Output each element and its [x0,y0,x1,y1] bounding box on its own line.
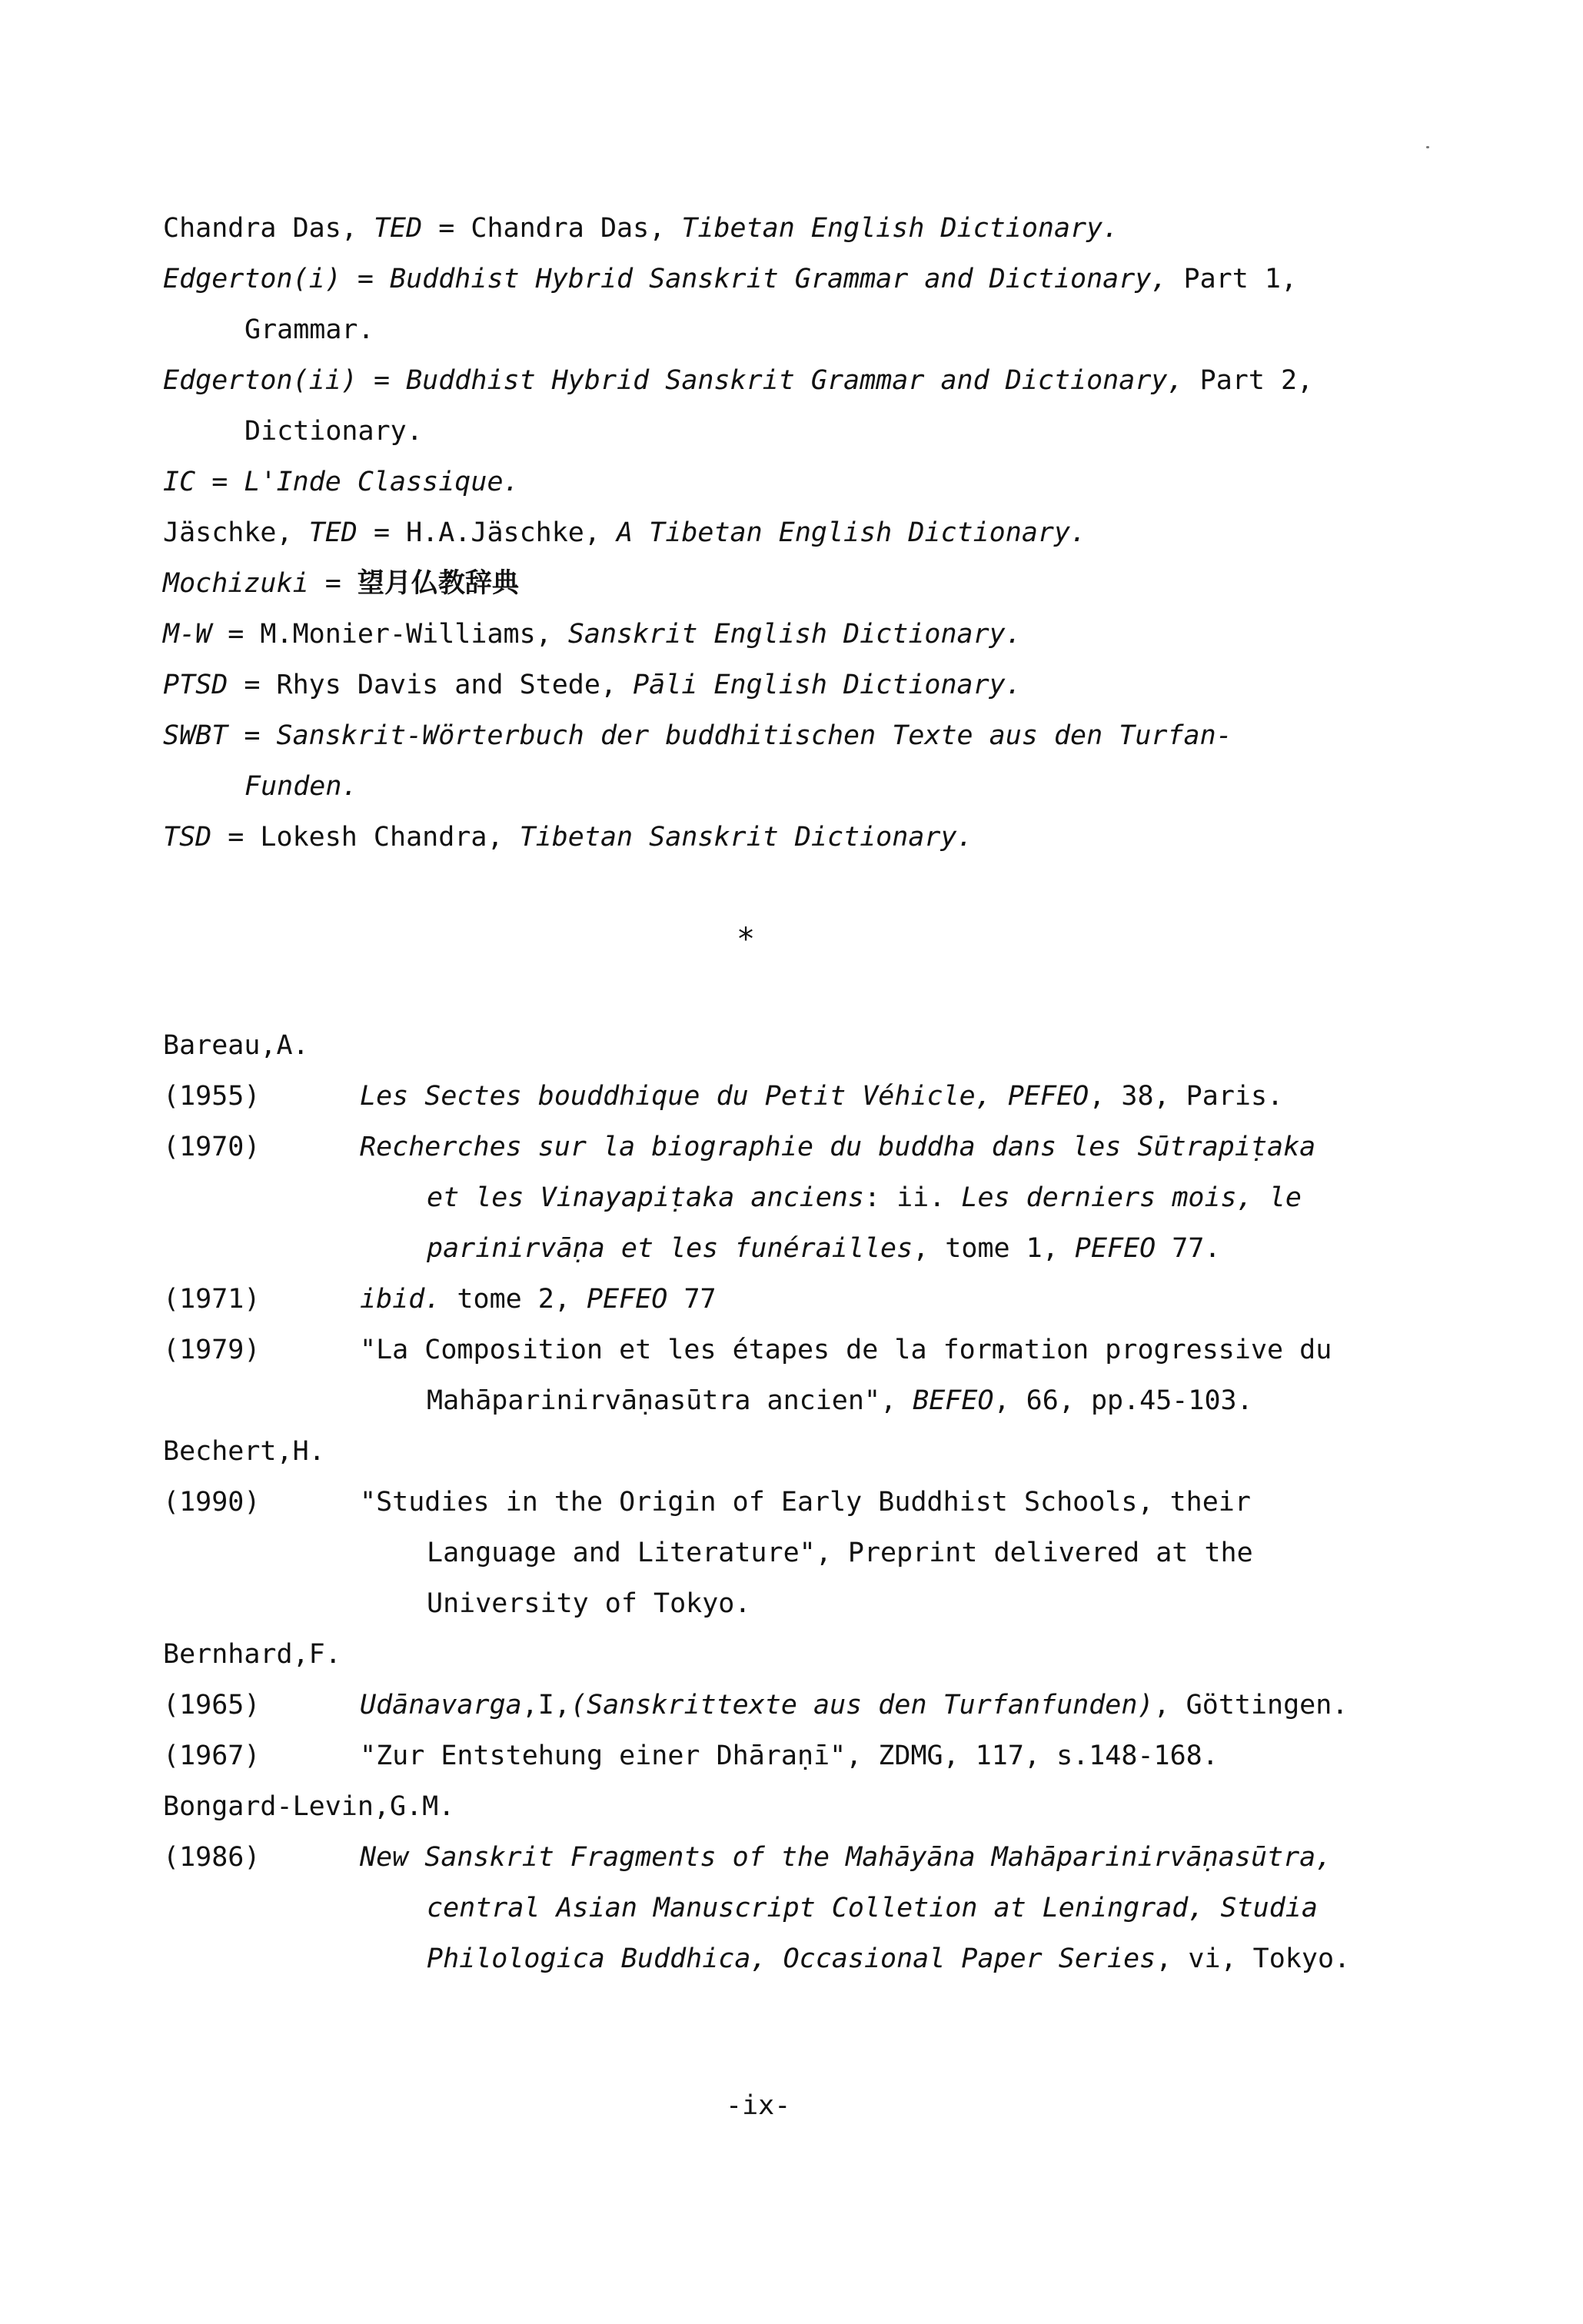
entry-volume: tome 2, [441,1284,587,1315]
entry-tail: 77. [1156,1233,1221,1264]
entry-tail: , vi, Tokyo. [1156,1943,1351,1974]
abbr-tsd [163,824,973,851]
abbr-eq: = [341,264,391,294]
entry-tail: , Göttingen. [1153,1690,1349,1721]
entry-bareau-1970-l1: Recherches sur la biographie du buddha dans les Sūtrapiṭaka [360,1132,1316,1162]
entry-title: et les Vinayapiṭaka anciens [427,1182,864,1213]
abbr-title: A Tibetan English Dictionary. [617,517,1087,548]
entry-title: Mahāparinirvāṇasūtra ancien", [427,1385,913,1416]
entry-year: (1986) [163,1842,261,1873]
abbr-key: IC [163,467,196,497]
abbr-chandra-das [163,215,1119,242]
entry-bongard-1986-l1: New Sanskrit Fragments of the Mahāyāna Mahāparinirvāṇasūtra, [360,1842,1332,1873]
abbr-title: L'Inde Classique. [244,467,520,497]
abbr-title: Tibetan Sanskrit Dictionary. [519,822,973,853]
entry-volume: , tome 1, [913,1233,1075,1264]
entry-ibid: ibid. [360,1284,441,1315]
entry-series: PEFEO [1007,1081,1089,1112]
abbr-jaschke [163,517,1087,548]
abbr-title: Buddhist Hybrid Sanskrit Grammar and Dictionary, [406,365,1184,396]
abbr-title: Buddhist Hybrid Sanskrit Grammar and Dictionary, [390,264,1168,294]
section-separator: * [737,922,756,957]
entry-year: (1965) [163,1690,261,1721]
entry-tail: 77 [667,1284,717,1315]
entry-bareau-1970-l2 [427,1182,1302,1213]
entry-bareau-1970-l3 [427,1235,1221,1262]
entry-series: (Sanskrittexte aus den Turfanfunden) [570,1690,1154,1721]
abbr-eq: = Rhys Davis and Stede, [228,670,634,700]
author-bechert: Bechert,H. [163,1436,325,1467]
entry-year: (1990) [163,1487,261,1518]
abbr-edgerton-ii-cont: Dictionary. [244,416,423,447]
abbr-edgerton-i-cont: Grammar. [244,314,374,345]
entry-bernhard-1967: "Zur Entstehung einer Dhāraṇī", ZDMG, 117, s.148-168. [360,1741,1219,1771]
abbr-eq: = H.A.Jäschke, [357,517,617,548]
abbr-key: Chandra Das, [163,213,374,244]
abbr-key: M-W [163,619,212,650]
abbr-key: Jäschke, [163,517,309,548]
entry-volume: : ii. [863,1182,962,1213]
abbr-title: Pāli English Dictionary. [633,670,1022,700]
entry-bechert-1990-l2: Language and Literature", Preprint delivered at the [427,1538,1253,1568]
page-number: -ix- [726,2090,791,2121]
entry-bareau-1971 [360,1286,717,1313]
abbr-key-italic: TED [308,517,358,548]
entry-bongard-1986-l2: central Asian Manuscript Colletion at Leningrad, Studia [427,1893,1318,1923]
abbr-key-italic: TED [373,213,423,244]
entry-series: BEFEO [913,1385,994,1416]
entry-bernhard-1965 [360,1692,1348,1719]
entry-year: (1971) [163,1284,261,1315]
entry-title: Les Sectes bouddhique du Petit Véhicle, [360,1081,992,1112]
entry-series: PEFEO [587,1284,668,1315]
abbr-key: PTSD [163,670,228,700]
abbr-title: Tibetan English Dictionary. [681,213,1119,244]
entry-series: PEFEO [1074,1233,1156,1264]
abbr-eq: = Chandra Das, [422,213,682,244]
entry-tail: , 66, pp.45-103. [993,1385,1253,1416]
entry-bareau-1979-l1: "La Composition et les étapes de la formation progressive du [360,1335,1332,1365]
abbr-edgerton-i [163,266,1297,293]
abbr-key: Edgerton(ii) [163,365,358,396]
entry-bareau-1979-l2 [427,1385,1253,1416]
abbr-tail: Part 2, [1183,365,1314,396]
abbr-swbt [163,720,1232,751]
entry-bechert-1990-l3: University of Tokyo. [427,1588,751,1619]
abbr-ptsd [163,672,1022,699]
entry-year: (1970) [163,1132,261,1162]
author-bareau: Bareau,A. [163,1030,309,1061]
entry-bongard-1986-l3 [427,1943,1351,1974]
entry-title: Udānavarga [360,1690,522,1721]
abbr-key: SWBT [163,720,228,751]
abbr-mw [163,621,1022,648]
entry-bechert-1990-l1: "Studies in the Origin of Early Buddhist Schools, their [360,1487,1251,1518]
abbr-eq: = Lokesh Chandra, [211,822,520,853]
abbr-key: Mochizuki [163,568,309,599]
entry-title: Les derniers mois, le [961,1182,1302,1213]
entry-tail: , 38, Paris. [1089,1081,1284,1112]
abbr-title: Sanskrit English Dictionary. [567,619,1022,650]
abbr-ic [163,469,520,496]
abbr-mochizuki [163,570,519,597]
author-bernhard: Bernhard,F. [163,1639,341,1670]
abbr-swbt-cont: Funden. [244,771,358,802]
entry-year: (1955) [163,1081,261,1112]
abbr-eq: = [308,568,358,599]
abbr-title-japanese: 望月仏教辞典 [357,568,519,599]
entry-title: parinirvāṇa et les funérailles [427,1233,913,1264]
abbr-title: Sanskrit-Wörterbuch der buddhitischen Texte aus den Turfan- [276,720,1232,751]
entry-series: Philologica Buddhica, Occasional Paper Series [427,1943,1156,1974]
abbr-eq: = [357,365,407,396]
abbr-tail: Part 1, [1167,264,1298,294]
entry-bareau-1955 [360,1083,1283,1110]
entry-year: (1979) [163,1335,261,1365]
abbr-key: TSD [163,822,212,853]
abbr-edgerton-ii [163,367,1313,394]
scan-speck [1426,146,1429,148]
abbr-eq: = M.Monier-Williams, [211,619,568,650]
author-bongard-levin: Bongard-Levin,G.M. [163,1791,455,1822]
entry-year: (1967) [163,1741,261,1771]
entry-volume: ,I, [521,1690,570,1721]
abbr-eq: = [195,467,244,497]
abbr-key: Edgerton(i) [163,264,341,294]
abbr-eq: = [228,720,277,751]
